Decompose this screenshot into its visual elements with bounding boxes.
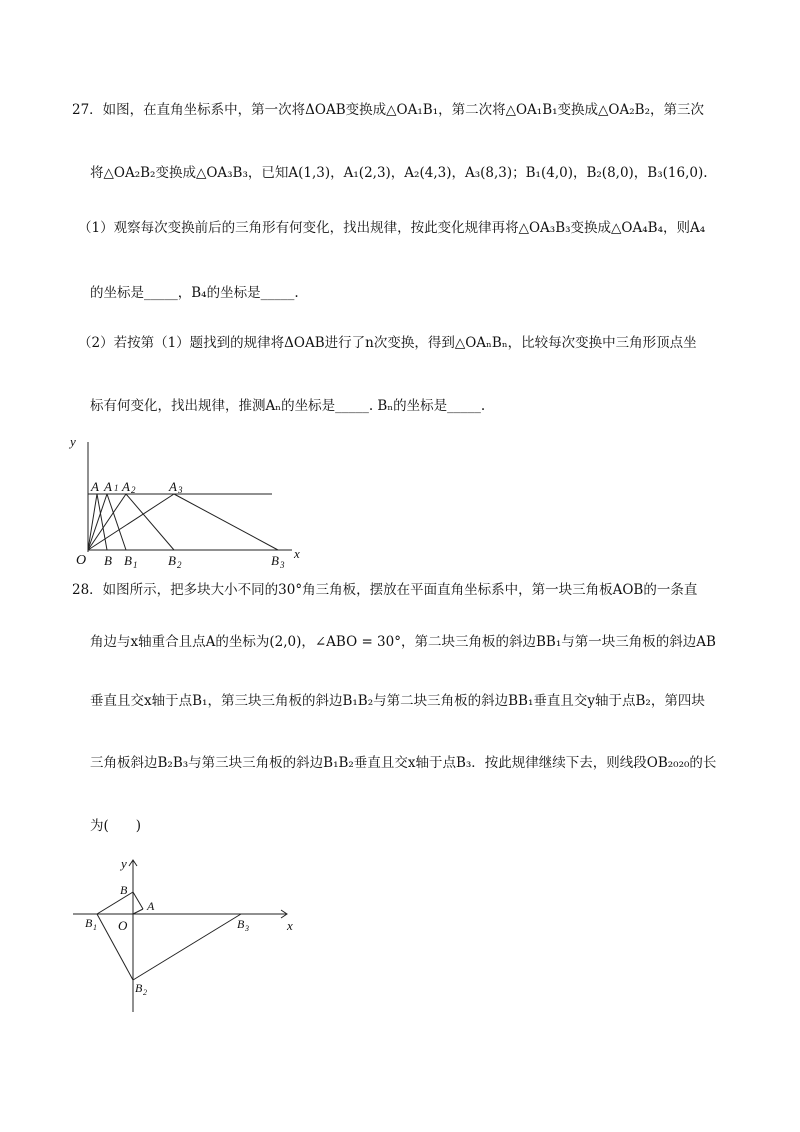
label-y: y — [121, 856, 127, 871]
label-B3: B — [271, 553, 279, 568]
label-O: O — [118, 918, 128, 933]
label-y: y — [70, 434, 76, 449]
label-B1: B — [85, 916, 93, 930]
label-B1: B — [124, 553, 132, 568]
q28-line-3: 垂直且交x轴于点B₁，第三块三角板的斜边B₁B₂与第二块三角板的斜边BB₁垂直且交y轴于点B₂，第四块 — [90, 693, 705, 709]
q28-line-1: 28．如图所示，把多块大小不同的30°角三角板，摆放在平面直角坐标系中，第一块三角板AOB的一条直 — [72, 582, 698, 598]
svg-text:3: 3 — [245, 924, 249, 933]
label-O: O — [76, 553, 87, 568]
label-B2: B — [168, 553, 176, 568]
label-A3: A — [169, 479, 177, 494]
q28-line-4: 三角板斜边B₂B₃与第三块三角板的斜边B₁B₂垂直且交x轴于点B₃．按此规律继续下去，则线段OB₂₀₂₀的长 — [90, 755, 717, 771]
label-x: x — [287, 918, 293, 933]
q27-line-5: （2）若按第（1）题找到的规律将ΔOAB进行了n次变换，得到△OAₙBₙ，比较每次变换中三角形顶点坐 — [78, 335, 697, 351]
label-A: A — [147, 899, 155, 913]
label-B: B — [104, 553, 112, 568]
q28-line-5: 为( ) — [90, 818, 142, 834]
q28-figure — [65, 852, 305, 1022]
q27-line-3: （1）观察每次变换前后的三角形有何变化，找出规律，按此变化规律再将△OA₃B₃变换成△OA₄B₄，则A₄ — [78, 220, 706, 236]
label-B2: B — [135, 981, 143, 995]
label-A2: A — [122, 479, 130, 494]
svg-text:3: 3 — [178, 485, 183, 495]
label-B3: B — [237, 917, 245, 931]
q27-line-2: 将△OA₂B₂变换成△OA₃B₃，已知A(1,3)，A₁(2,3)，A₂(4,3)，A₃(8,3)；B₁(4,0)，B₂(8,0)，B₃(16,0). — [90, 165, 708, 181]
svg-text:1: 1 — [114, 483, 119, 493]
label-A: A — [91, 479, 99, 494]
label-A1: A — [104, 479, 112, 494]
q27-figure — [60, 432, 320, 572]
q28-line-2: 角边与x轴重合且点A的坐标为(2,0)，∠ABO = 30°，第二块三角板的斜边BB₁与第一块三角板的斜边AB — [90, 634, 716, 650]
q27-line-6: 标有何变化，找出规律，推测Aₙ的坐标是_____. Bₙ的坐标是_____. — [90, 398, 486, 414]
svg-text:1: 1 — [93, 923, 97, 932]
label-x: x — [294, 546, 300, 561]
label-B: B — [120, 883, 128, 897]
q27-line-4: 的坐标是_____，B₄的坐标是_____. — [90, 285, 299, 301]
svg-text:2: 2 — [143, 988, 147, 997]
svg-text:3: 3 — [280, 560, 285, 570]
svg-text:2: 2 — [177, 560, 182, 570]
svg-text:1: 1 — [133, 560, 138, 570]
q27-line-1: 27．如图，在直角坐标系中，第一次将ΔOAB变换成△OA₁B₁，第二次将△OA₁B₁变换成△OA₂B₂，第三次 — [72, 102, 704, 118]
svg-text:2: 2 — [131, 485, 136, 495]
